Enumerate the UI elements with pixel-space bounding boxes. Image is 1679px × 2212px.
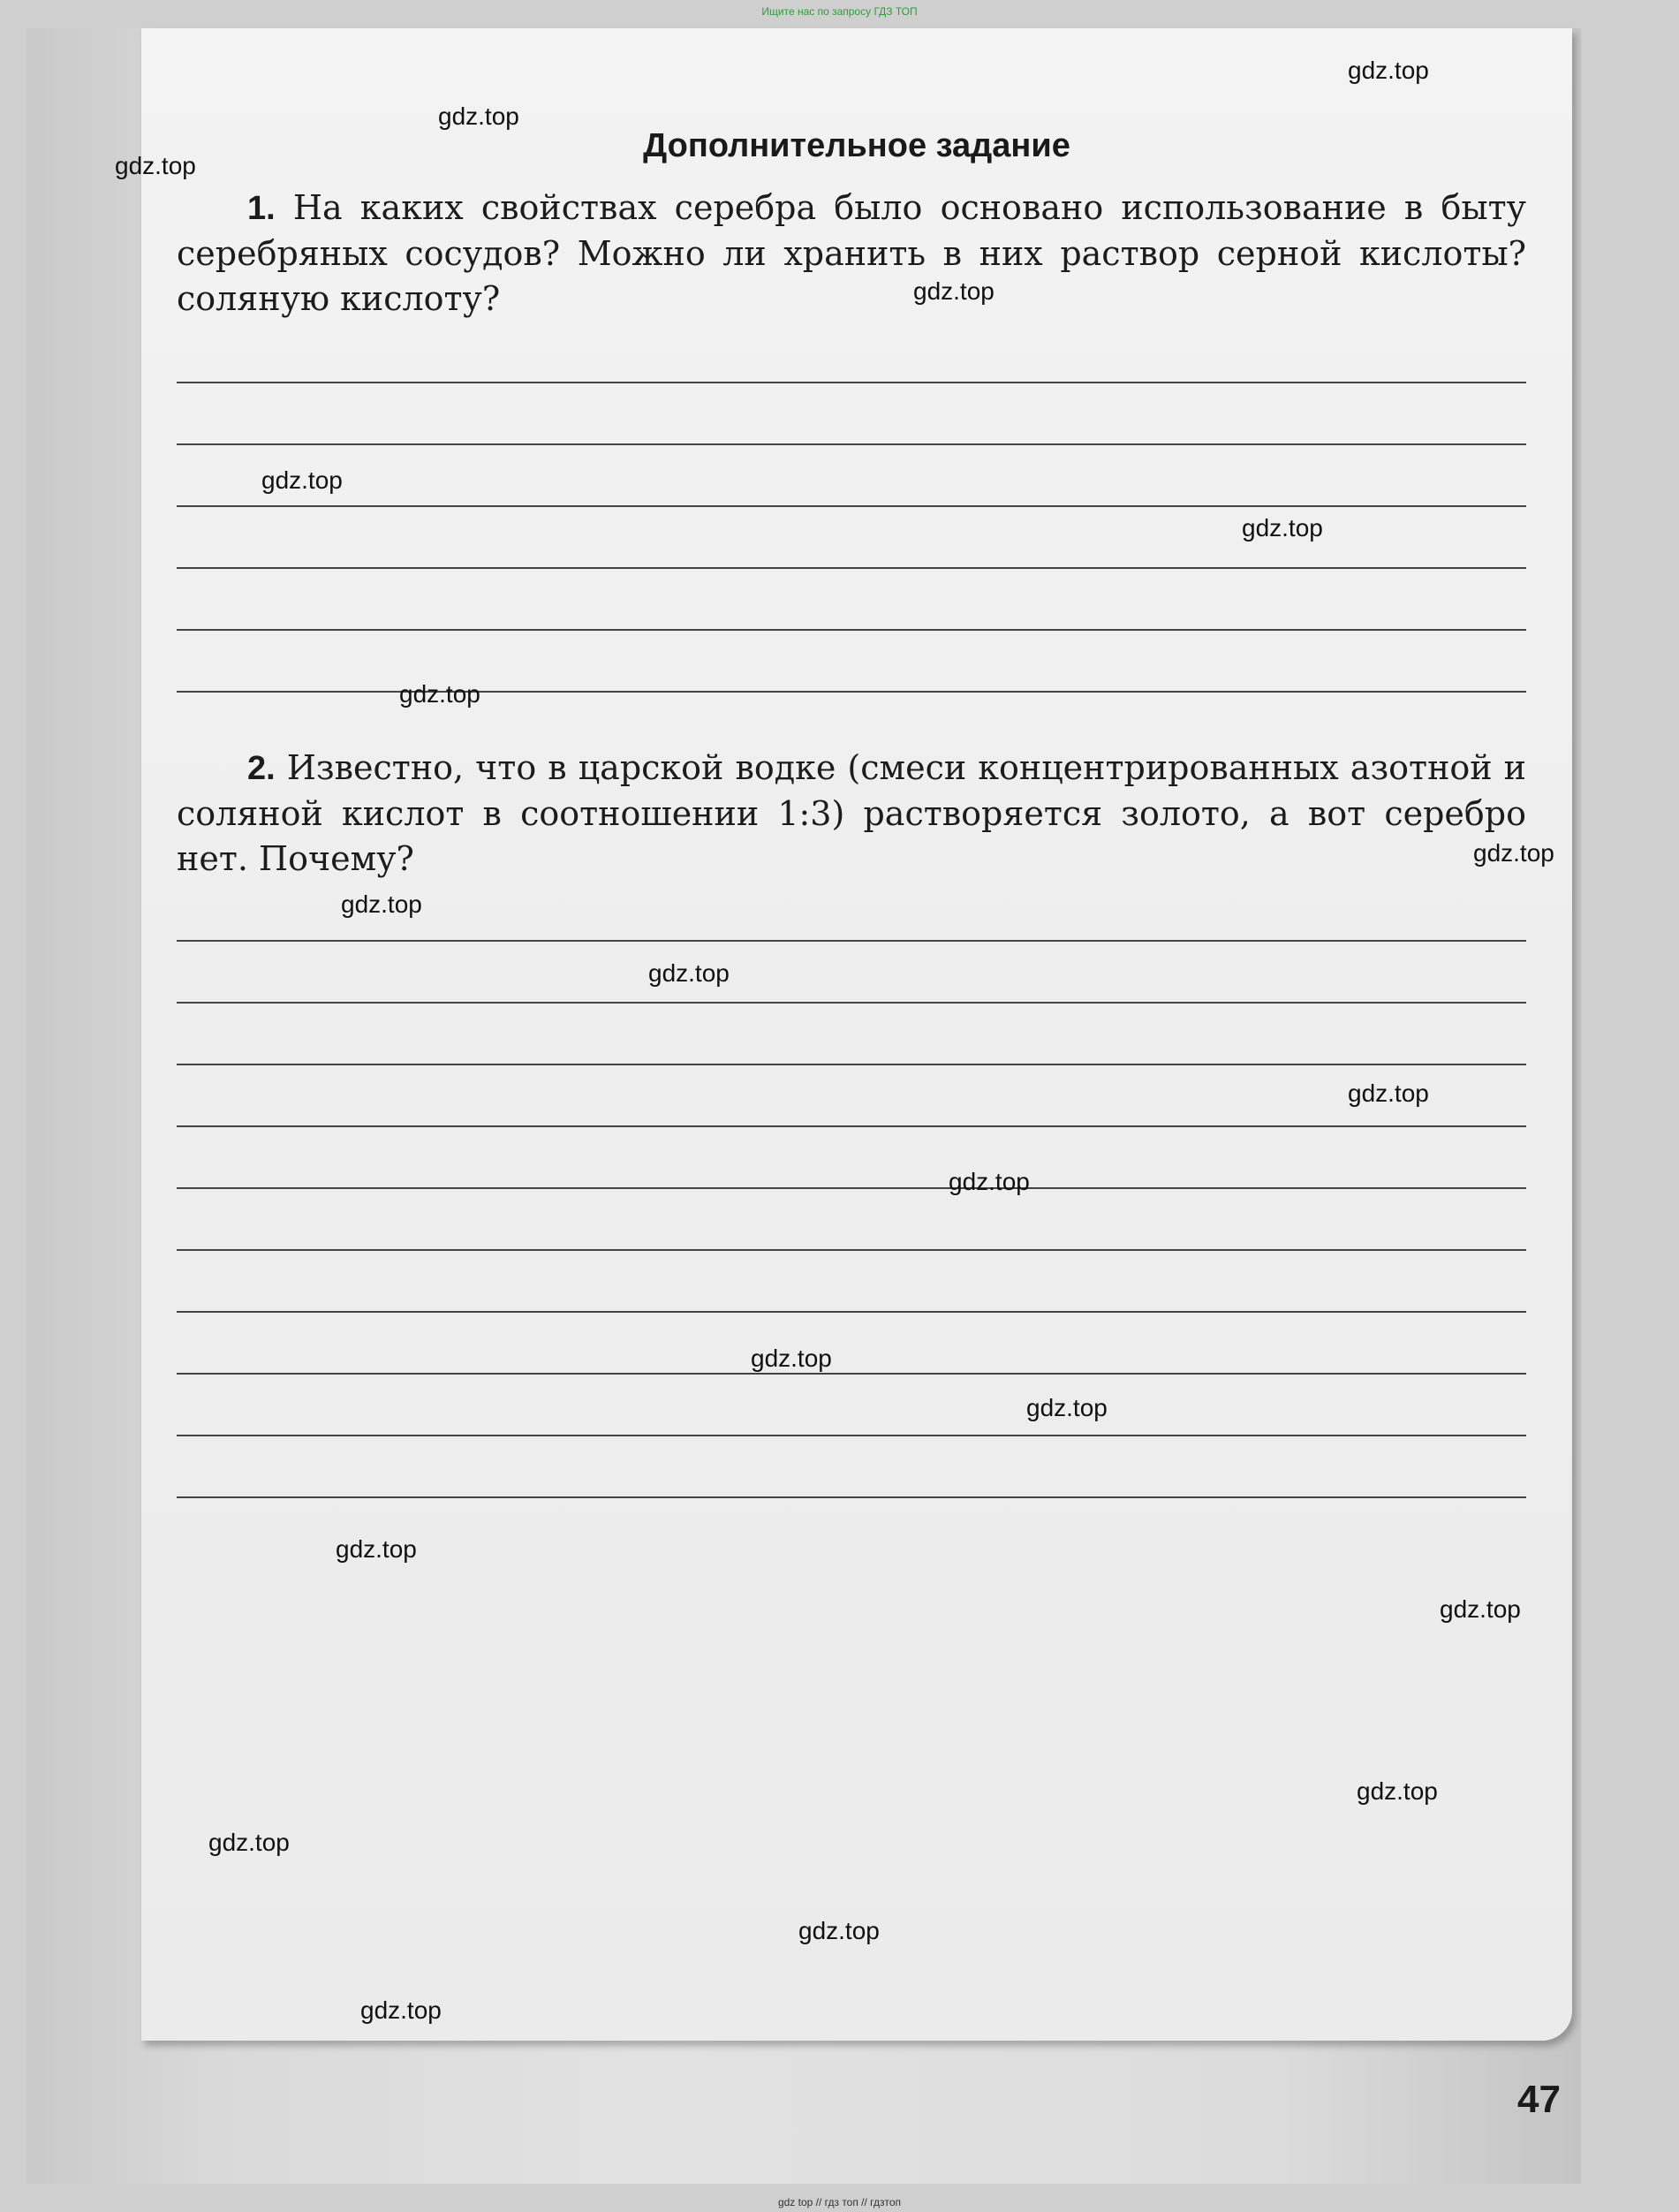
watermark: gdz.top bbox=[1026, 1394, 1108, 1421]
answer-line bbox=[177, 1435, 1526, 1436]
section-heading: Дополнительное задание bbox=[643, 127, 1070, 164]
answer-line bbox=[177, 1249, 1526, 1251]
answer-line bbox=[177, 940, 1526, 942]
answer-line bbox=[177, 1064, 1526, 1065]
watermark: gdz.top bbox=[913, 277, 995, 305]
answer-line bbox=[177, 1496, 1526, 1498]
task-2-number: 2. bbox=[247, 750, 276, 787]
answer-line bbox=[177, 691, 1526, 693]
answer-line bbox=[177, 1187, 1526, 1189]
answer-line bbox=[177, 443, 1526, 445]
watermark: gdz.top bbox=[261, 466, 343, 494]
watermark: gdz.top bbox=[1357, 1777, 1438, 1805]
answer-line bbox=[177, 1125, 1526, 1127]
bottom-banner-text: gdz top // гдз топ // гдзтоп bbox=[777, 2196, 902, 2208]
watermark: gdz.top bbox=[115, 152, 196, 179]
watermark: gdz.top bbox=[1348, 57, 1429, 84]
watermark: gdz.top bbox=[949, 1168, 1030, 1195]
task-2 bbox=[177, 746, 1526, 882]
task-2-text: Известно, что в царской водке (смеси концентрированных азотной и соляной кислот в соотношении 1:3) растворяется золото, а вот серебро нет. Почему? bbox=[177, 748, 1526, 878]
watermark: gdz.top bbox=[360, 1996, 442, 2024]
page-number: 47 bbox=[1517, 2078, 1561, 2121]
watermark: gdz.top bbox=[1242, 514, 1323, 542]
watermark: gdz.top bbox=[1440, 1595, 1521, 1623]
watermark: gdz.top bbox=[1473, 839, 1554, 867]
watermark: gdz.top bbox=[798, 1917, 880, 1944]
task-1 bbox=[177, 186, 1526, 322]
task-1-number: 1. bbox=[247, 190, 276, 227]
answer-line bbox=[177, 382, 1526, 383]
top-banner-text: Ищите нас по запросу ГДЗ ТОП bbox=[761, 5, 918, 18]
task-1-text: На каких свойствах серебра было основано использование в быту серебряных сосудов? Можно ли хранить в них раствор серной кислоты? соляную кислоту? bbox=[177, 188, 1526, 318]
watermark: gdz.top bbox=[399, 680, 480, 708]
answer-line bbox=[177, 1311, 1526, 1313]
watermark: gdz.top bbox=[341, 890, 422, 918]
answer-line bbox=[177, 1373, 1526, 1375]
answer-line bbox=[177, 1002, 1526, 1004]
watermark: gdz.top bbox=[751, 1345, 832, 1372]
watermark: gdz.top bbox=[336, 1535, 417, 1563]
watermark: gdz.top bbox=[648, 959, 730, 987]
watermark: gdz.top bbox=[438, 102, 519, 130]
workbook-page bbox=[141, 28, 1572, 2041]
answer-line bbox=[177, 567, 1526, 569]
answer-line bbox=[177, 629, 1526, 631]
answer-line bbox=[177, 505, 1526, 507]
watermark: gdz.top bbox=[1348, 1079, 1429, 1107]
watermark: gdz.top bbox=[208, 1829, 290, 1856]
